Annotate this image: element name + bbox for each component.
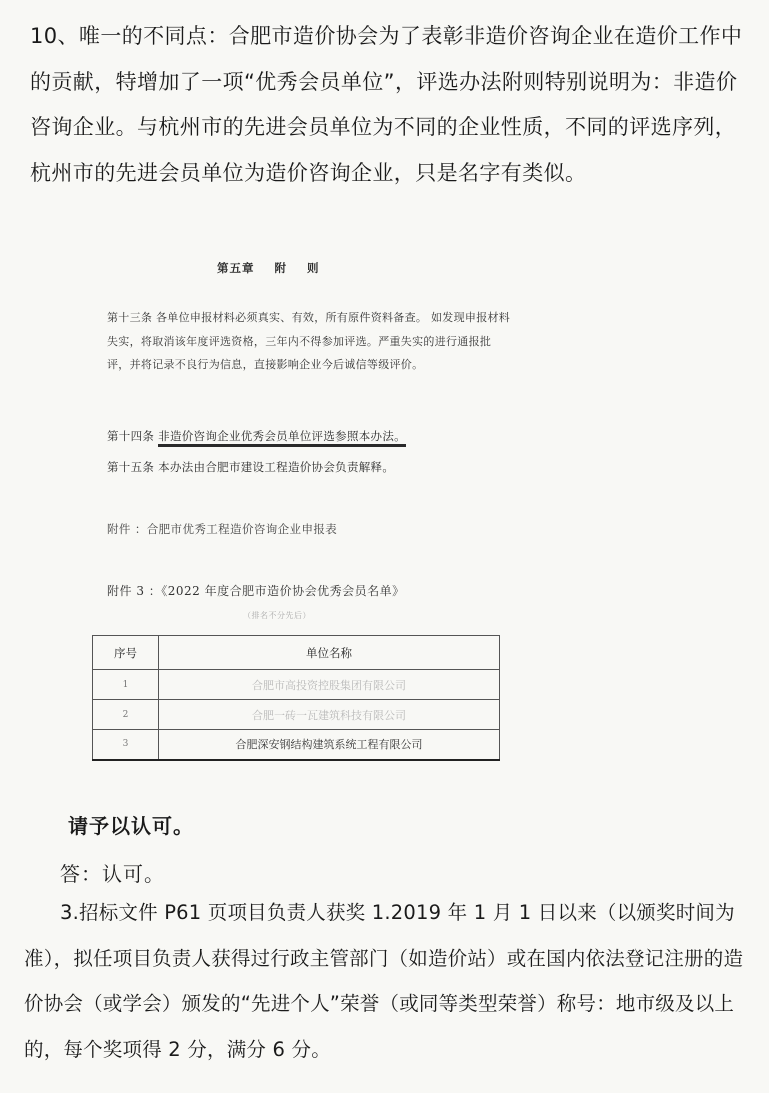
header-name: 单位名称 — [159, 636, 500, 670]
attachment-3-title: 附件 3 ：《2022 年度合肥市造价协会优秀会员名单》 — [107, 584, 405, 598]
answer-line: 答：认可。 — [60, 862, 165, 886]
table-header-row — [93, 636, 500, 670]
row-name: 合肥一砖一瓦建筑科技有限公司 — [159, 700, 500, 730]
row-no: 3 — [93, 730, 159, 760]
row-name: 合肥市高投资控股集团有限公司 — [159, 670, 500, 700]
article-13: 第十三条 各单位申报材料必须真实、有效，所有原件资料备查。 如发现申报材料失实，将取消该年度评选资格，三年内不得参加评选。严重失实的进行通报批评，并将记录不良行为信息，直接影响企业今后诚信等级评价。 — [107, 311, 511, 371]
article-15: 第十五条 本办法由合肥市建设工程造价协会负责解释。 — [107, 460, 395, 474]
article-14-label: 第十四条 — [107, 429, 159, 443]
attachment-3-subtitle: （排名不分先后） — [243, 611, 311, 620]
table-row — [93, 700, 500, 730]
table-row — [93, 670, 500, 700]
closing-paragraph: 3.招标文件 P61 页项目负责人获奖 1.2019 年 1 月 1 日以来（以颁奖时间为准），拟任项目负责人获得过行政主管部门（如造价站）或在国内依法登记注册的造价协会（或学会）颁发的“先进个人”荣誉（或同等类型荣誉）称号：地市级及以上的，每个奖项得 2 分，满分 6 分。 — [24, 901, 744, 1061]
row-no: 2 — [93, 700, 159, 730]
article-14-underlined-text: 非造价咨询企业优秀会员单位评选参照本办法。 — [158, 429, 406, 447]
scanned-excerpt — [95, 250, 515, 780]
chapter-title: 第五章 附 则 — [217, 261, 320, 275]
row-name: 合肥深安钢结构建筑系统工程有限公司 — [159, 730, 500, 760]
request-line: 请予以认可。 — [68, 814, 194, 838]
article-14 — [107, 428, 406, 444]
member-table — [92, 635, 500, 761]
row-no: 1 — [93, 670, 159, 700]
table-row — [93, 730, 500, 760]
header-no: 序号 — [93, 636, 159, 670]
attachment-1: 附件 ：合肥市优秀工程造价咨询企业申报表 — [107, 522, 338, 536]
intro-paragraph: 10、唯一的不同点：合肥市造价协会为了表彰非造价咨询企业在造价工作中的贡献，特增加了一项“优秀会员单位”，评选办法附则特别说明为：非造价咨询企业。与杭州市的先进会员单位为不同的企业性质，不同的评选序列，杭州市的先进会员单位为造价咨询企业，只是名字有类似。 — [30, 24, 743, 185]
